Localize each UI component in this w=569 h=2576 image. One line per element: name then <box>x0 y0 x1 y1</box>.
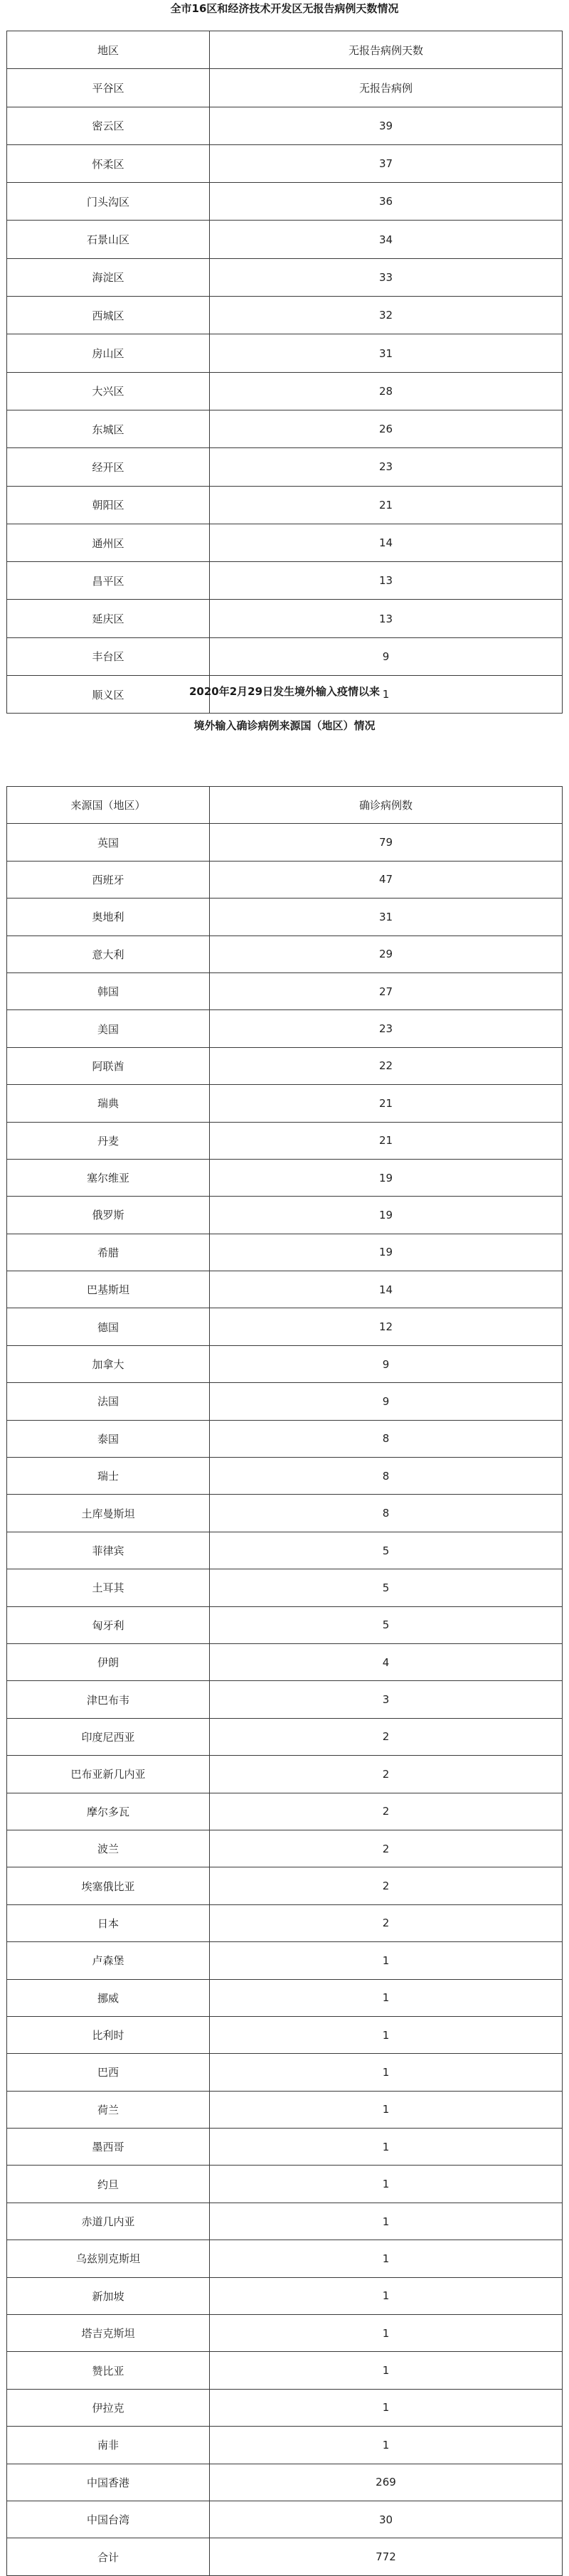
value-cell: 21 <box>210 1122 563 1159</box>
value-cell: 1 <box>210 1979 563 2016</box>
table-row <box>7 221 563 258</box>
value-cell: 14 <box>210 1271 563 1308</box>
region-cell: 中国台湾 <box>7 2501 210 2538</box>
region-cell: 经开区 <box>7 448 210 486</box>
region-cell: 塞尔维亚 <box>7 1159 210 1196</box>
region-cell: 南非 <box>7 2427 210 2464</box>
table-row <box>7 1420 563 1457</box>
table-row <box>7 372 563 410</box>
table-row <box>7 1681 563 1718</box>
value-cell: 21 <box>210 486 563 524</box>
value-cell: 1 <box>210 1942 563 1979</box>
region-cell: 墨西哥 <box>7 2129 210 2166</box>
table-row <box>7 1085 563 1122</box>
value-cell: 1 <box>210 2277 563 2314</box>
region-cell: 海淀区 <box>7 258 210 296</box>
table-row <box>7 1495 563 1532</box>
table-row <box>7 524 563 561</box>
value-cell: 2 <box>210 1756 563 1793</box>
table-row <box>7 1234 563 1271</box>
table-row <box>7 1756 563 1793</box>
district-table-title: 全市16区和经济技术开发区无报告病例天数情况 <box>170 2 399 15</box>
region-cell: 伊朗 <box>7 1643 210 1680</box>
table-row <box>7 2016 563 2053</box>
region-cell: 奥地利 <box>7 899 210 935</box>
table-row <box>7 2203 563 2240</box>
value-cell: 2 <box>210 1830 563 1867</box>
value-cell: 1 <box>210 2054 563 2091</box>
region-cell: 波兰 <box>7 1830 210 1867</box>
region-cell: 日本 <box>7 1904 210 1941</box>
table-row <box>7 1942 563 1979</box>
table-row <box>7 1532 563 1569</box>
region-cell: 约旦 <box>7 2166 210 2203</box>
region-cell: 瑞士 <box>7 1458 210 1495</box>
value-cell: 32 <box>210 297 563 334</box>
district-table-header <box>7 31 563 69</box>
value-cell: 13 <box>210 600 563 637</box>
table-row <box>7 2389 563 2426</box>
region-cell: 昌平区 <box>7 562 210 600</box>
region-cell: 荷兰 <box>7 2091 210 2128</box>
table-row <box>7 2315 563 2352</box>
value-cell: 4 <box>210 1643 563 1680</box>
value-cell: 19 <box>210 1159 563 1196</box>
value-cell: 2 <box>210 1793 563 1830</box>
table-row <box>7 2091 563 2128</box>
region-cell: 巴布亚新几内亚 <box>7 1756 210 1793</box>
value-cell: 1 <box>210 676 563 714</box>
value-cell: 9 <box>210 637 563 675</box>
value-cell: 19 <box>210 1197 563 1234</box>
table-row <box>7 1793 563 1830</box>
region-cell: 希腊 <box>7 1234 210 1271</box>
table-row <box>7 2129 563 2166</box>
region-cell: 匈牙利 <box>7 1606 210 1643</box>
table-row <box>7 1904 563 1941</box>
header-cell: 无报告病例天数 <box>210 31 563 69</box>
header-cell: 确诊病例数 <box>210 787 563 824</box>
value-cell: 13 <box>210 562 563 600</box>
region-cell: 石景山区 <box>7 221 210 258</box>
table-row <box>7 448 563 486</box>
value-cell: 33 <box>210 258 563 296</box>
value-cell: 2 <box>210 1904 563 1941</box>
table-row <box>7 2464 563 2501</box>
table-row <box>7 1010 563 1047</box>
table-row <box>7 2427 563 2464</box>
value-cell: 79 <box>210 824 563 861</box>
table-row <box>7 1047 563 1084</box>
value-cell: 31 <box>210 899 563 935</box>
table-row <box>7 600 563 637</box>
value-cell: 1 <box>210 2203 563 2240</box>
value-cell: 30 <box>210 2501 563 2538</box>
region-cell: 土耳其 <box>7 1569 210 1606</box>
value-cell: 23 <box>210 1010 563 1047</box>
value-cell: 37 <box>210 144 563 182</box>
table-row <box>7 2538 563 2575</box>
region-cell: 巴基斯坦 <box>7 1271 210 1308</box>
value-cell: 27 <box>210 972 563 1009</box>
region-cell: 中国香港 <box>7 2464 210 2501</box>
region-cell: 乌兹别克斯坦 <box>7 2240 210 2277</box>
region-cell: 大兴区 <box>7 372 210 410</box>
value-cell: 1 <box>210 2016 563 2053</box>
table-row <box>7 899 563 935</box>
table-row <box>7 861 563 898</box>
table-row <box>7 107 563 144</box>
region-cell: 平谷区 <box>7 69 210 107</box>
value-cell: 1 <box>210 2129 563 2166</box>
value-cell: 1 <box>210 2389 563 2426</box>
region-cell: 通州区 <box>7 524 210 561</box>
region-cell: 韩国 <box>7 972 210 1009</box>
region-cell: 合计 <box>7 2538 210 2575</box>
value-cell: 5 <box>210 1606 563 1643</box>
value-cell: 9 <box>210 1345 563 1382</box>
value-cell: 26 <box>210 410 563 447</box>
table-row <box>7 334 563 372</box>
region-cell: 门头沟区 <box>7 183 210 221</box>
value-cell: 36 <box>210 183 563 221</box>
table-row <box>7 144 563 182</box>
region-cell: 津巴布韦 <box>7 1681 210 1718</box>
value-cell: 1 <box>210 2352 563 2389</box>
value-cell: 34 <box>210 221 563 258</box>
region-cell: 密云区 <box>7 107 210 144</box>
value-cell: 1 <box>210 2315 563 2352</box>
region-cell: 菲律宾 <box>7 1532 210 1569</box>
table-row <box>7 1606 563 1643</box>
table-row <box>7 2240 563 2277</box>
table-row <box>7 183 563 221</box>
value-cell: 5 <box>210 1569 563 1606</box>
region-cell: 英国 <box>7 824 210 861</box>
table-row <box>7 1159 563 1196</box>
table-row <box>7 2352 563 2389</box>
region-cell: 伊拉克 <box>7 2389 210 2426</box>
table-row <box>7 824 563 861</box>
value-cell: 28 <box>210 372 563 410</box>
table-row <box>7 1308 563 1345</box>
region-cell: 印度尼西亚 <box>7 1718 210 1755</box>
region-cell: 阿联酋 <box>7 1047 210 1084</box>
table-row <box>7 258 563 296</box>
table-row <box>7 2054 563 2091</box>
value-cell: 3 <box>210 1681 563 1718</box>
table-row <box>7 2277 563 2314</box>
region-cell: 房山区 <box>7 334 210 372</box>
value-cell: 5 <box>210 1532 563 1569</box>
imported-cases-title-line-1: 2020年2月29日发生境外输入疫情以来 <box>188 685 381 698</box>
imported-table-header <box>7 787 563 824</box>
region-cell: 朝阳区 <box>7 486 210 524</box>
value-cell: 8 <box>210 1420 563 1457</box>
table-row <box>7 637 563 675</box>
value-cell: 47 <box>210 861 563 898</box>
region-cell: 俄罗斯 <box>7 1197 210 1234</box>
region-cell: 摩尔多瓦 <box>7 1793 210 1830</box>
value-cell: 1 <box>210 2427 563 2464</box>
table-row <box>7 1383 563 1420</box>
value-cell: 1 <box>210 2091 563 2128</box>
region-cell: 挪威 <box>7 1979 210 2016</box>
table-row <box>7 2501 563 2538</box>
header-cell: 来源国（地区） <box>7 787 210 824</box>
value-cell: 12 <box>210 1308 563 1345</box>
table-row <box>7 1867 563 1904</box>
region-cell: 塔吉克斯坦 <box>7 2315 210 2352</box>
table-row <box>7 1718 563 1755</box>
region-cell: 加拿大 <box>7 1345 210 1382</box>
value-cell: 23 <box>210 448 563 486</box>
region-cell: 德国 <box>7 1308 210 1345</box>
table-row <box>7 486 563 524</box>
value-cell: 39 <box>210 107 563 144</box>
table-row <box>7 1830 563 1867</box>
district-no-case-days-table <box>6 31 563 714</box>
table-row <box>7 1345 563 1382</box>
region-cell: 西城区 <box>7 297 210 334</box>
value-cell: 8 <box>210 1495 563 1532</box>
region-cell: 丹麦 <box>7 1122 210 1159</box>
table-row <box>7 410 563 447</box>
value-cell: 2 <box>210 1867 563 1904</box>
imported-cases-source-table <box>6 786 563 2576</box>
value-cell: 2 <box>210 1718 563 1755</box>
table-row <box>7 2166 563 2203</box>
region-cell: 泰国 <box>7 1420 210 1457</box>
table-row <box>7 1122 563 1159</box>
table-row <box>7 1979 563 2016</box>
region-cell: 瑞典 <box>7 1085 210 1122</box>
region-cell: 东城区 <box>7 410 210 447</box>
value-cell: 21 <box>210 1085 563 1122</box>
region-cell: 怀柔区 <box>7 144 210 182</box>
region-cell: 比利时 <box>7 2016 210 2053</box>
region-cell: 土库曼斯坦 <box>7 1495 210 1532</box>
region-cell: 丰台区 <box>7 637 210 675</box>
value-cell: 19 <box>210 1234 563 1271</box>
table-row <box>7 1197 563 1234</box>
value-cell: 1 <box>210 2240 563 2277</box>
region-cell: 西班牙 <box>7 861 210 898</box>
region-cell: 意大利 <box>7 935 210 972</box>
table-row <box>7 972 563 1009</box>
value-cell: 269 <box>210 2464 563 2501</box>
value-cell: 8 <box>210 1458 563 1495</box>
table-row <box>7 935 563 972</box>
value-cell: 29 <box>210 935 563 972</box>
region-cell: 巴西 <box>7 2054 210 2091</box>
value-cell: 772 <box>210 2538 563 2575</box>
value-cell: 31 <box>210 334 563 372</box>
region-cell: 新加坡 <box>7 2277 210 2314</box>
table-row <box>7 562 563 600</box>
region-cell: 美国 <box>7 1010 210 1047</box>
region-cell: 赤道几内亚 <box>7 2203 210 2240</box>
value-cell: 14 <box>210 524 563 561</box>
table-row <box>7 1643 563 1680</box>
table-row <box>7 1458 563 1495</box>
table-row <box>7 69 563 107</box>
region-cell: 卢森堡 <box>7 1942 210 1979</box>
table-row <box>7 1271 563 1308</box>
region-cell: 埃塞俄比亚 <box>7 1867 210 1904</box>
value-cell: 22 <box>210 1047 563 1084</box>
table-row <box>7 297 563 334</box>
region-cell: 顺义区 <box>7 676 210 714</box>
imported-cases-title-line-2: 境外输入确诊病例来源国（地区）情况 <box>193 719 376 732</box>
region-cell: 赞比亚 <box>7 2352 210 2389</box>
value-cell: 9 <box>210 1383 563 1420</box>
value-cell: 无报告病例 <box>210 69 563 107</box>
region-cell: 法国 <box>7 1383 210 1420</box>
region-cell: 延庆区 <box>7 600 210 637</box>
table-row <box>7 1569 563 1606</box>
header-cell: 地区 <box>7 31 210 69</box>
value-cell: 1 <box>210 2166 563 2203</box>
